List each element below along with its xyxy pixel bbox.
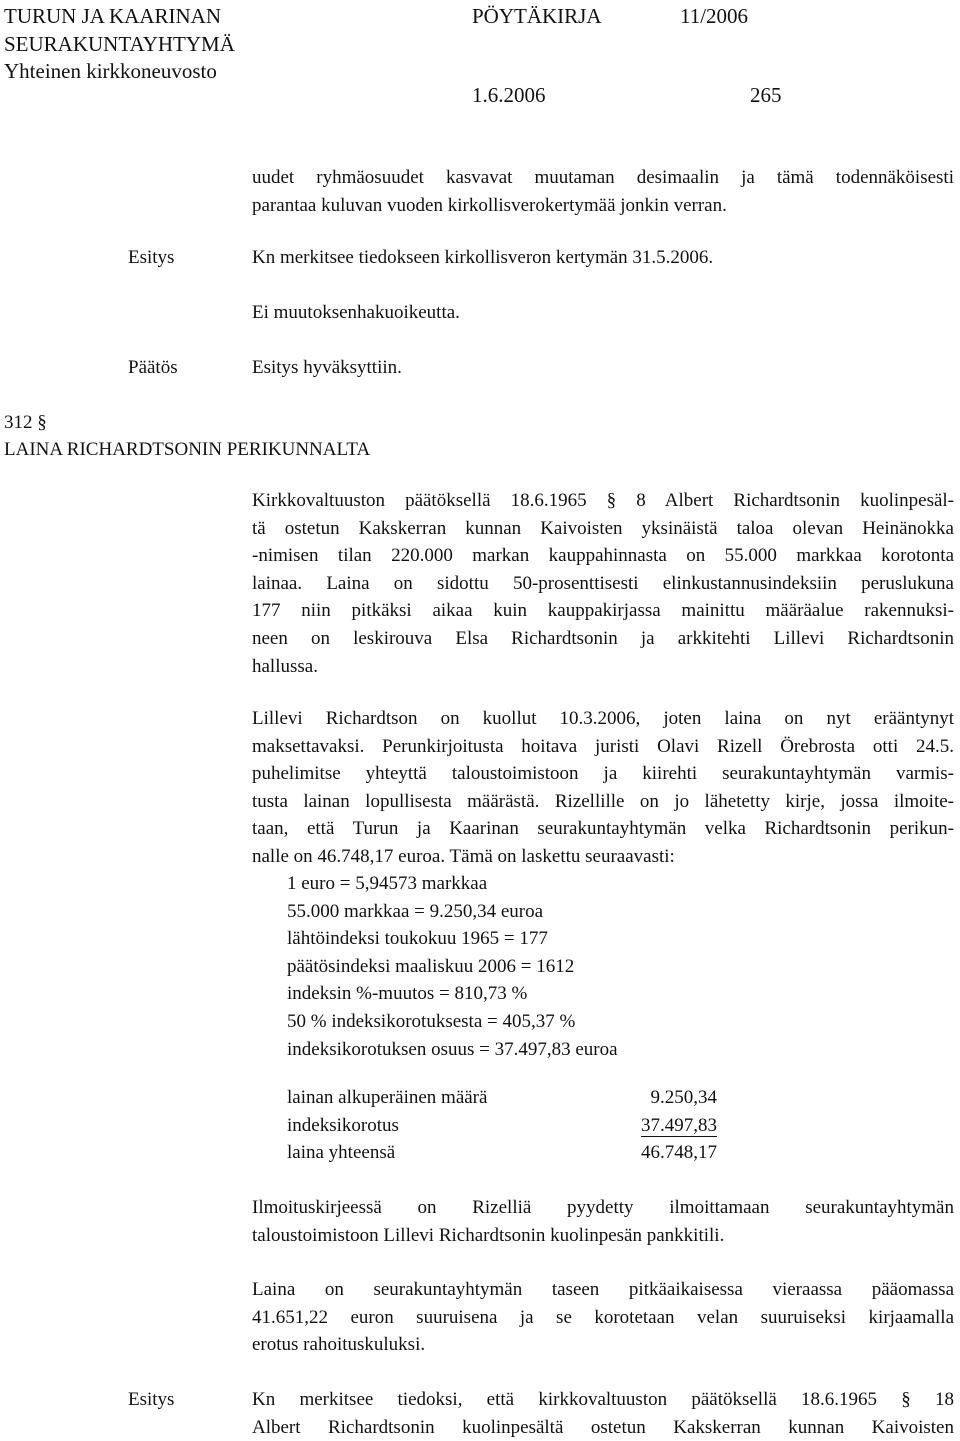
summary-value: 9.250,34 [650,1087,717,1108]
intro-paragraph [252,164,954,219]
text-line: Lillevi Richardtson on kuollut 10.3.2006, joten laina on nyt erääntynyt [252,708,954,729]
text-line: Kn merkitsee tiedoksi, että kirkkovaltuuston päätöksellä 18.6.1965 § 18 [252,1389,954,1410]
summary-label: indeksikorotus [287,1114,399,1136]
summary-label: laina yhteensä [287,1142,396,1164]
text-line: Laina on seurakuntayhtymän taseen pitkäaikaisessa vieraassa pääomassa [252,1279,954,1300]
table-row [287,1084,717,1112]
org-name-line2: SEURAKUNTAYHTYMÄ [4,32,235,56]
meeting-date: 1.6.2006 [472,83,546,107]
paragraph-background [252,487,954,680]
paatos-label: Päätös [128,357,178,378]
section-title: LAINA RICHARDTSONIN PERIKUNNALTA [4,439,371,460]
appeal-note: Ei muutoksenhakuoikeutta. [252,302,460,323]
document-type: PÖYTÄKIRJA [472,4,602,28]
text-line: taan, että Turun ja Kaarinan seurakuntayhtymän velka Richardtsonin perikun- [252,818,954,840]
org-name-line1: TURUN JA KAARINAN [4,4,222,28]
text-line: lainaa. Laina on sidottu 50-prosenttisesti elinkustannusindeksiin peruslukuna [252,572,954,594]
calculation-line: indeksikorotuksen osuus = 37.497,83 euroa [287,1038,618,1060]
calculation-list [287,870,618,1063]
esitys-text: Kn merkitsee tiedokseen kirkollisveron kertymän 31.5.2006. [252,247,714,268]
calculation-line: 50 % indeksikorotuksesta = 405,37 % [287,1010,576,1032]
text-line: erotus rahoituskuluksi. [252,1334,426,1356]
paragraph-notice [252,1194,954,1249]
text-line: parantaa kuluvan vuoden kirkollisverokertymää jonkin verran. [252,194,727,216]
text-line: uudet ryhmäosuudet kasvavat muutaman desimaalin ja tämä todennäköisesti [252,167,954,188]
paatos-text: Esitys hyväksyttiin. [252,357,402,378]
summary-label: lainan alkuperäinen määrä [287,1087,488,1108]
text-line: Ilmoituskirjeessä on Rizelliä pyydetty ilmoittamaan seurakuntayhtymän [252,1197,954,1218]
paragraph-balance-sheet [252,1276,954,1359]
text-line: Kirkkovaltuuston päätöksellä 18.6.1965 § 8 Albert Richardtsonin kuolinpesäl- [252,490,954,511]
text-line: hallussa. [252,655,318,677]
page-number: 265 [750,83,782,107]
text-line: maksettavaksi. Perunkirjoitusta hoitava juristi Olavi Rizell Örebrosta otti 24.5. [252,735,954,757]
text-line: 177 niin pitkäksi aikaa kuin kauppakirjassa mainittu määräalue rakennuksi- [252,600,954,622]
text-line: tä ostetun Kakskerran kunnan Kaivoisten yksinäistä taloa olevan Heinänokka [252,517,954,539]
org-name-line3: Yhteinen kirkkoneuvosto [4,59,217,83]
esitys-label: Esitys [128,1389,175,1410]
section-number: 312 § [4,412,47,433]
text-line: nalle on 46.748,17 euroa. Tämä on laskettu seuraavasti: [252,845,675,867]
text-line: taloustoimistoon Lillevi Richardtsonin kuolinpesän pankkitili. [252,1224,725,1246]
calculation-line: 1 euro = 5,94573 markkaa [287,873,488,894]
text-line: neen on leskirouva Elsa Richardtsonin ja arkkitehti Lillevi Richardtsonin [252,627,954,649]
esitys-label: Esitys [128,247,175,268]
table-row [287,1139,717,1167]
text-line: Albert Richardtsonin kuolinpesältä ostetun Kakskerran kunnan Kaivoisten [252,1416,954,1438]
calculation-line: indeksin %-muutos = 810,73 % [287,983,528,1005]
esitys-text-2 [252,1386,954,1441]
calculation-line: lähtöindeksi toukokuu 1965 = 177 [287,928,548,950]
text-line: -nimisen tilan 220.000 markan kauppahinnasta on 55.000 markkaa korotonta [252,545,954,567]
summary-total: 46.748,17 [641,1142,717,1164]
summary-value: 37.497,83 [641,1114,717,1136]
table-row [287,1112,717,1140]
document-number: 11/2006 [680,4,749,28]
paragraph-debt-status [252,705,954,871]
summary-value-underlined [617,1112,717,1140]
loan-summary-table [287,1084,717,1167]
calculation-line: 55.000 markkaa = 9.250,34 euroa [287,900,544,922]
text-line: tusta lainan lopullisesta määrästä. Rizellille on jo lähetetty kirje, jossa ilmoite- [252,790,954,812]
calculation-line: päätösindeksi maaliskuu 2006 = 1612 [287,955,575,977]
text-line: 41.651,22 euron suuruisena ja se korotetaan velan suuruiseksi kirjaamalla [252,1306,954,1328]
text-line: puhelimitse yhteyttä taloustoimistoon ja kiirehti seurakuntayhtymän varmis- [252,763,954,785]
